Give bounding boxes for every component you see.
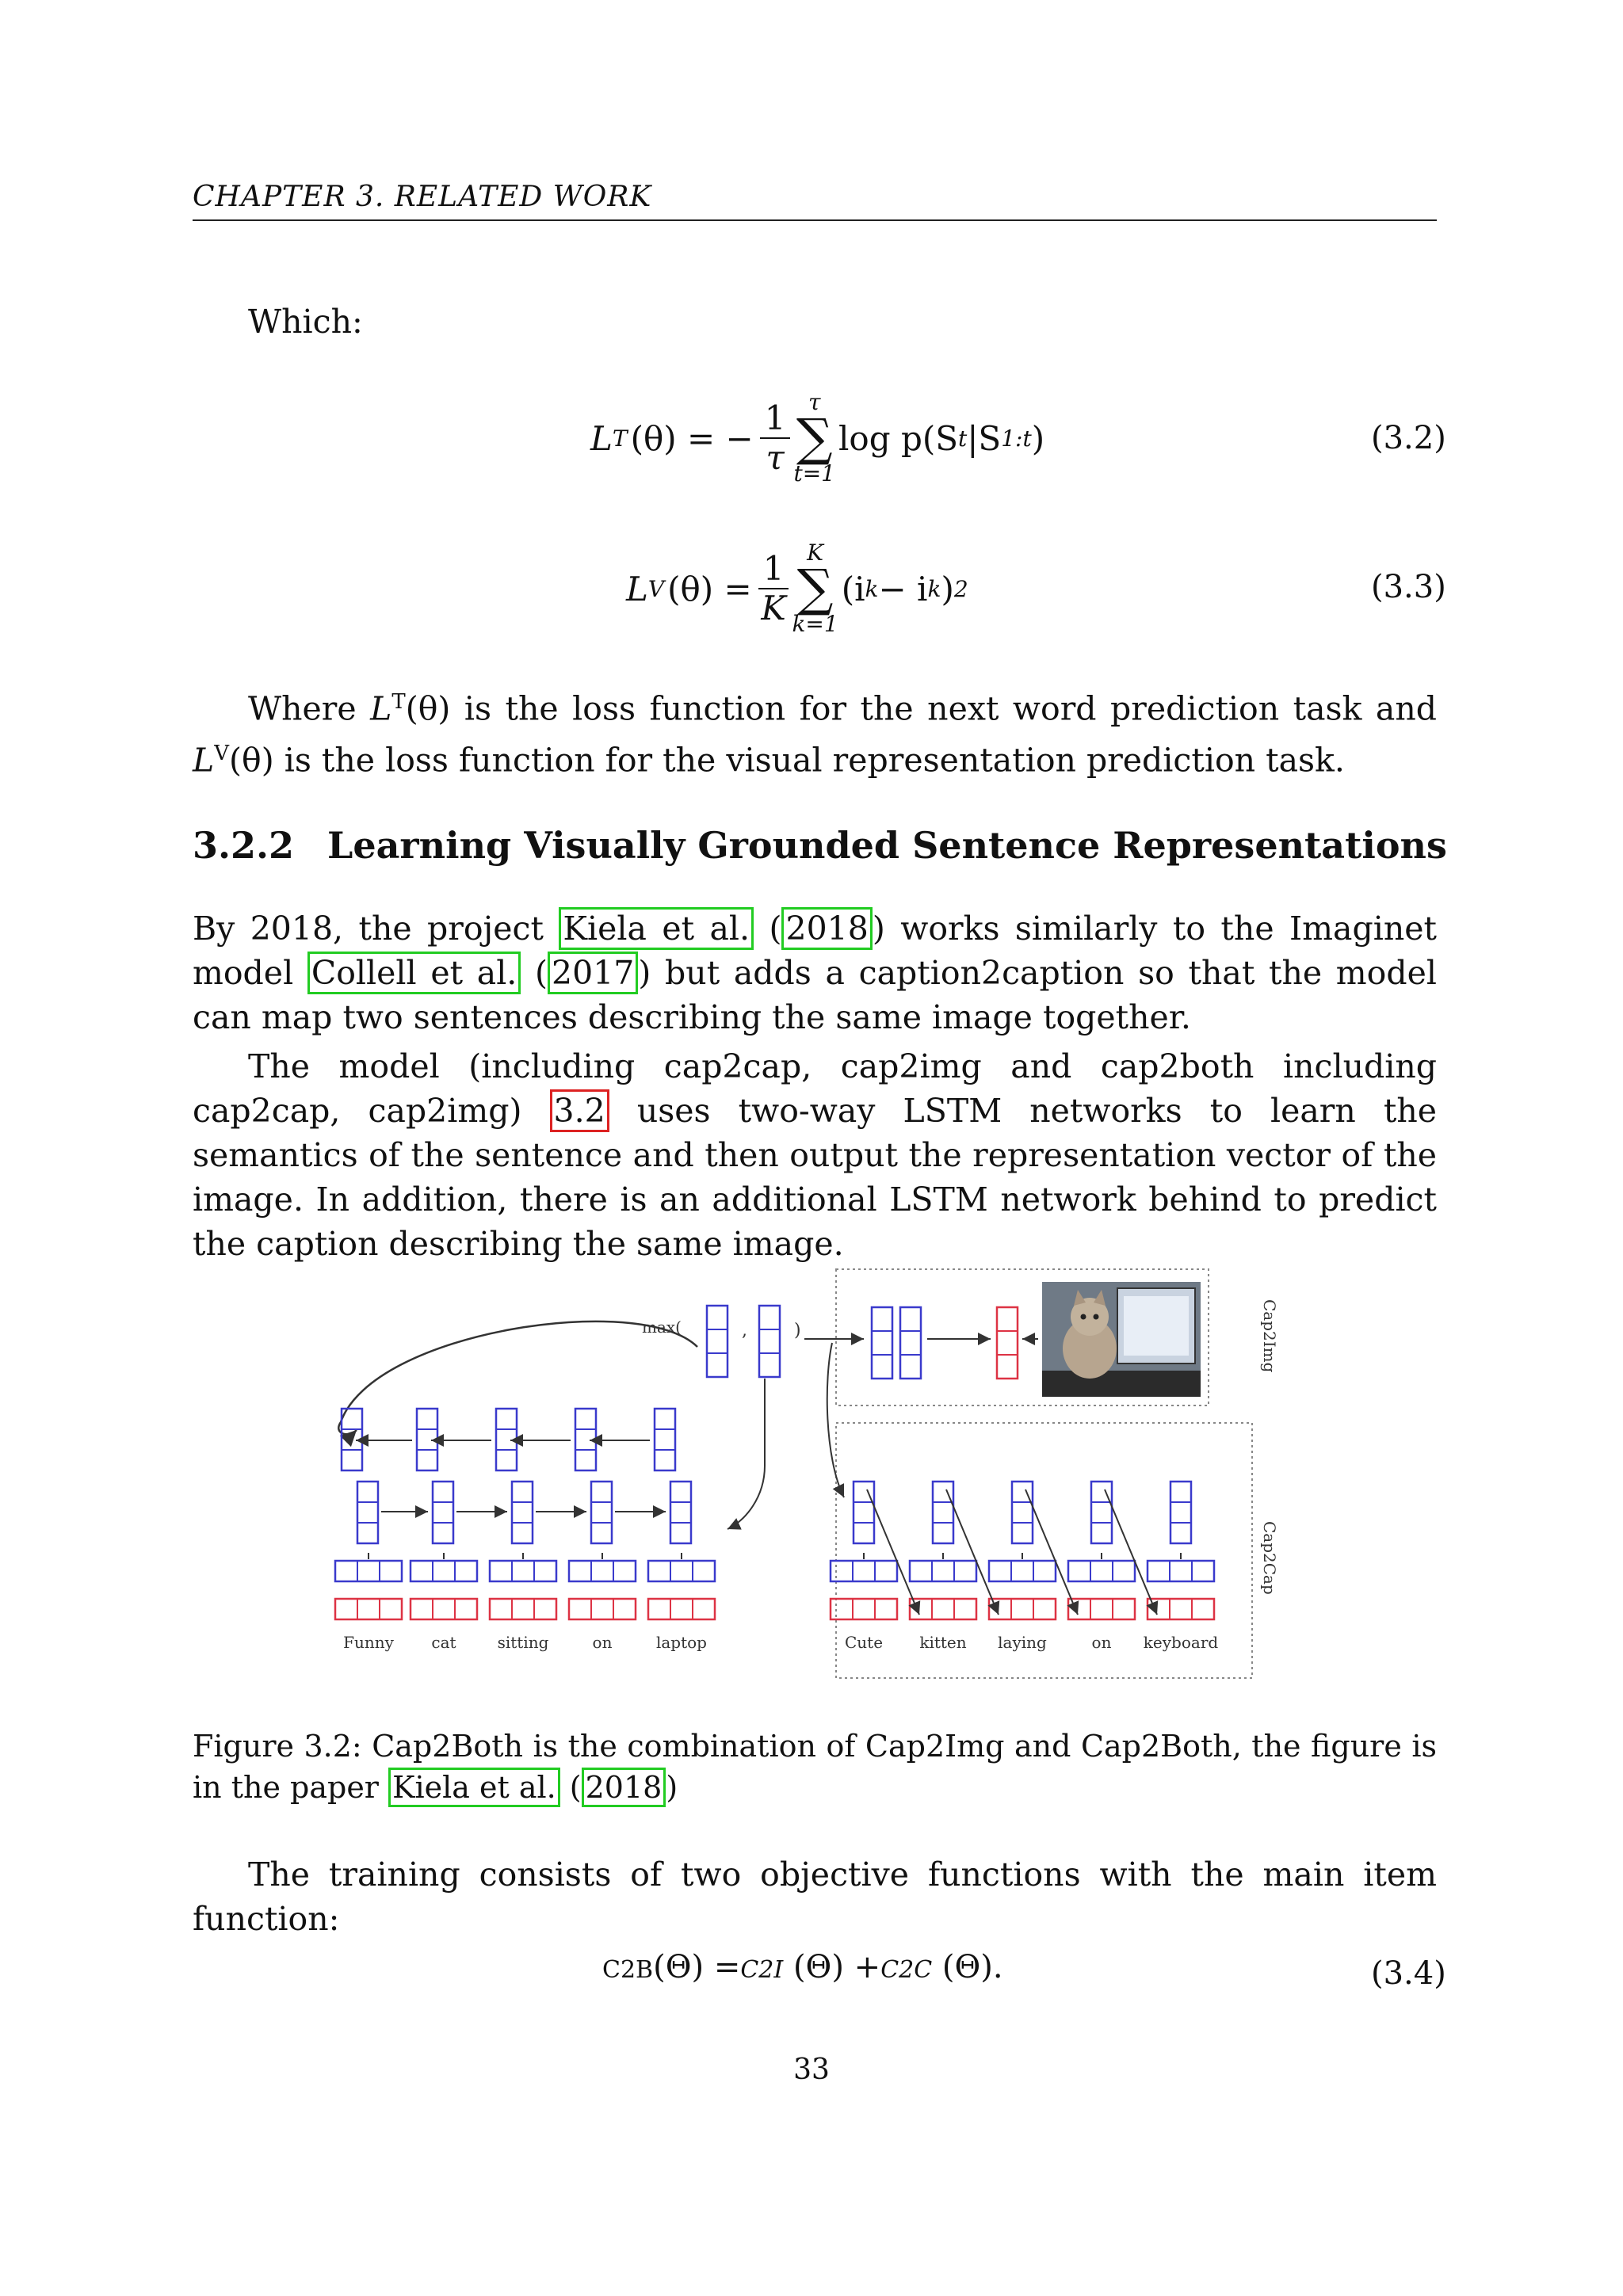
encoder-projection-3 xyxy=(569,1561,636,1581)
decoder-embedding-3 xyxy=(1068,1599,1135,1619)
decoder-lstm-1 xyxy=(933,1482,953,1543)
decoder-lstm-3 xyxy=(1091,1482,1112,1543)
equation-number-3-4: (3.4) xyxy=(1371,1955,1446,1992)
encoder-embedding-0 xyxy=(335,1599,402,1619)
encoder-projection-0 xyxy=(335,1561,402,1581)
kitten-photo xyxy=(1042,1282,1201,1397)
max-comma: , xyxy=(742,1321,747,1341)
encoder-projection-4 xyxy=(648,1561,715,1581)
citation-link-kiela[interactable]: Kiela et al. xyxy=(559,907,754,950)
decoder-word-1: kitten xyxy=(919,1633,967,1652)
decoder-projection-4 xyxy=(1148,1561,1214,1581)
decoder-projection-2 xyxy=(989,1561,1056,1581)
encoder-forward-lstm-3 xyxy=(591,1482,612,1543)
decoder-embedding-4 xyxy=(1148,1599,1214,1619)
encoder-embedding-1 xyxy=(411,1599,477,1619)
encoder-word-1: cat xyxy=(431,1633,456,1652)
max-close: ) xyxy=(794,1321,801,1341)
section-heading: 3.2.2 Learning Visually Grounded Sentence Representations xyxy=(193,824,1447,867)
decoder-embedding-1 xyxy=(910,1599,976,1619)
encoder-word-0: Funny xyxy=(343,1633,394,1652)
decoder-lstm-4 xyxy=(1170,1482,1191,1543)
caption-citation-kiela[interactable]: Kiela et al. xyxy=(388,1768,560,1807)
figure-3-2 xyxy=(325,1260,1300,1703)
page-number: 33 xyxy=(793,2054,830,2086)
decoder-link-2 xyxy=(1025,1489,1078,1615)
decoder-lstm-2 xyxy=(1012,1482,1033,1543)
encoder-word-4: laptop xyxy=(655,1633,708,1652)
decoder-word-0: Cute xyxy=(844,1633,884,1652)
decoder-embedding-2 xyxy=(989,1599,1056,1619)
cap2cap-side-label: Cap2Cap xyxy=(1260,1521,1279,1595)
figure-ref-link[interactable]: 3.2 xyxy=(550,1089,609,1132)
encoder-embedding-2 xyxy=(490,1599,556,1619)
cap2img-hidden-1 xyxy=(872,1307,892,1379)
encoder-word-3: on xyxy=(592,1633,613,1652)
decoder-word-4: keyboard xyxy=(1143,1633,1219,1652)
equation-number-3-3: (3.3) xyxy=(1371,569,1446,605)
decoder-embedding-0 xyxy=(831,1599,897,1619)
paragraph-training: The training consists of two objective functions with the main item function: xyxy=(193,1855,1437,1938)
left-encoder xyxy=(335,1409,715,1652)
encoder-forward-lstm-0 xyxy=(357,1482,378,1543)
right-decoder xyxy=(831,1482,1218,1652)
max-vector-1 xyxy=(707,1306,727,1377)
encoder-word-2: sitting xyxy=(497,1633,549,1652)
citation-link-kiela-year[interactable]: 2018 xyxy=(781,907,872,950)
caption-citation-year[interactable]: 2018 xyxy=(582,1768,666,1807)
max-vector-2 xyxy=(759,1306,780,1377)
decoder-word-3: on xyxy=(1091,1633,1112,1652)
encoder-embedding-3 xyxy=(569,1599,636,1619)
decoder-projection-3 xyxy=(1068,1561,1135,1581)
citation-link-collell-year[interactable]: 2017 xyxy=(548,952,638,994)
decoder-word-2: laying xyxy=(998,1633,1047,1652)
cap2img-hidden-2 xyxy=(900,1307,921,1379)
cap2img-side-label: Cap2Img xyxy=(1260,1299,1279,1373)
decoder-lstm-0 xyxy=(854,1482,874,1543)
paragraph-where: Where $L^T(\theta)$ is the loss function for the next word prediction task and $L^V(\theta)$ is the loss function for the visual representation prediction task. xyxy=(193,689,1437,780)
decoder-link-1 xyxy=(946,1489,999,1615)
equation-3-4: C2B(Θ) =C2I (Θ) +C2C (Θ). xyxy=(602,1949,1003,1985)
decoder-projection-0 xyxy=(831,1561,897,1581)
equation-3-2: L T (θ) = − $\frac{1}{\tau}$ τ ∑ t=1 log p(S t |S 1:t ) xyxy=(590,389,1045,486)
encoder-backward-lstm-4 xyxy=(655,1409,675,1470)
encoder-forward-lstm-4 xyxy=(670,1482,691,1543)
intro-text: Which: xyxy=(248,303,363,341)
encoder-projection-2 xyxy=(490,1561,556,1581)
encoder-forward-lstm-2 xyxy=(512,1482,533,1543)
paragraph-model: The model (including cap2cap, cap2img and cap2both including cap2cap, cap2img) 3.2 uses two-way LSTM networks to learn the semantics of the sentence and then output the representation vector of the image. In addition, there is an additional LSTM network behind to predict the caption describing the same image. xyxy=(193,1047,1438,1263)
decoder-link-3 xyxy=(1105,1489,1157,1615)
encoder-embedding-4 xyxy=(648,1599,715,1619)
encoder-forward-lstm-1 xyxy=(433,1482,453,1543)
max-label: max( xyxy=(642,1318,682,1337)
paragraph-kiela: By 2018, the project Kiela et al. ( 2018 ) works similarly to the Imaginet model Collell et al. ( 2017 ) but adds a caption2caption so that the model can map two sentences describing the same image together. xyxy=(193,906,1437,1039)
equation-3-3: L V (θ) = $\frac{1}{K}$ K ∑ k=1 (i k − i k ) 2 xyxy=(626,540,968,637)
decoder-projection-1 xyxy=(910,1561,976,1581)
citation-link-collell[interactable]: Collell et al. xyxy=(307,952,521,994)
decoder-link-0 xyxy=(867,1489,919,1615)
image-vector xyxy=(997,1307,1018,1379)
running-head: CHAPTER 3. RELATED WORK xyxy=(193,181,1437,221)
figure-caption: Figure 3.2: Cap2Both is the combination of Cap2Img and Cap2Both, the figure is in the paper Kiela et al. ( 2018 ) xyxy=(193,1726,1437,1808)
encoder-projection-1 xyxy=(411,1561,477,1581)
equation-number-3-2: (3.2) xyxy=(1371,420,1446,456)
